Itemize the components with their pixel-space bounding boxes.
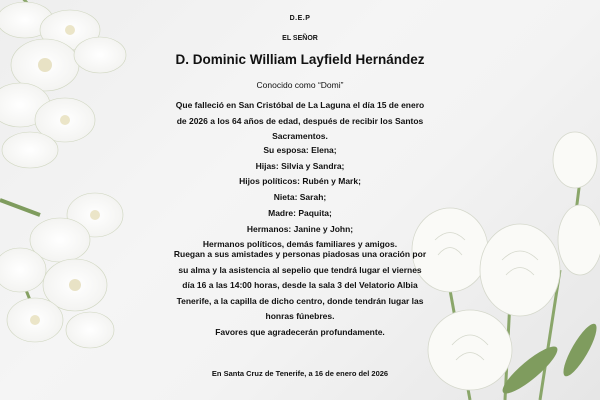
death-announcement <box>140 98 460 145</box>
funeral-notice <box>150 0 450 400</box>
family-entry: Hermanos políticos, demás familiares y amigos. <box>202 239 398 250</box>
deceased-name: D. Dominic William Layfield Hernández <box>175 52 425 67</box>
funeral-request <box>140 247 460 325</box>
funeral-request-line: honras fúnebres. <box>265 311 335 321</box>
dep-heading: D.E.P <box>289 15 311 22</box>
family-entry: Hermanos: Janine y John; <box>246 223 354 234</box>
funeral-request-line: día 16 a las 14:00 horas, desde la sala 3 del Velatorio Albia <box>182 280 418 290</box>
family-entry: Hijas: Silvia y Sandra; <box>255 160 345 171</box>
family-entry: Madre: Paquita; <box>268 207 332 218</box>
death-announcement-line: de 2026 a los 64 años de edad, después de recibir los Santos <box>176 115 424 126</box>
closing-line: Favores que agradecerán profundamente. <box>215 327 385 337</box>
nickname: Conocido como “Domi” <box>256 80 344 90</box>
title-heading: EL SEÑOR <box>282 35 318 42</box>
funeral-request-line: Tenerife, a la capilla de dicho centro, donde tendrán lugar las <box>176 295 424 306</box>
death-announcement-line: Que falleció en San Cristóbal de La Laguna el día 15 de enero <box>175 100 425 110</box>
family-list <box>150 143 450 253</box>
death-announcement-line: Sacramentos. <box>272 131 328 141</box>
family-entry: Nieta: Sarah; <box>273 192 327 203</box>
funeral-request-line: Ruegan a sus amistades y personas piadosas una oración por <box>173 249 427 259</box>
funeral-request-line: su alma y la asistencia al sepelio que tendrá lugar el viernes <box>178 264 422 275</box>
family-entry: Su esposa: Elena; <box>263 145 337 155</box>
family-entry: Hijos políticos: Rubén y Mark; <box>239 176 361 187</box>
white-flowers-left-image <box>0 0 150 400</box>
place-and-date: En Santa Cruz de Tenerife, a 16 de enero del 2026 <box>211 369 389 378</box>
